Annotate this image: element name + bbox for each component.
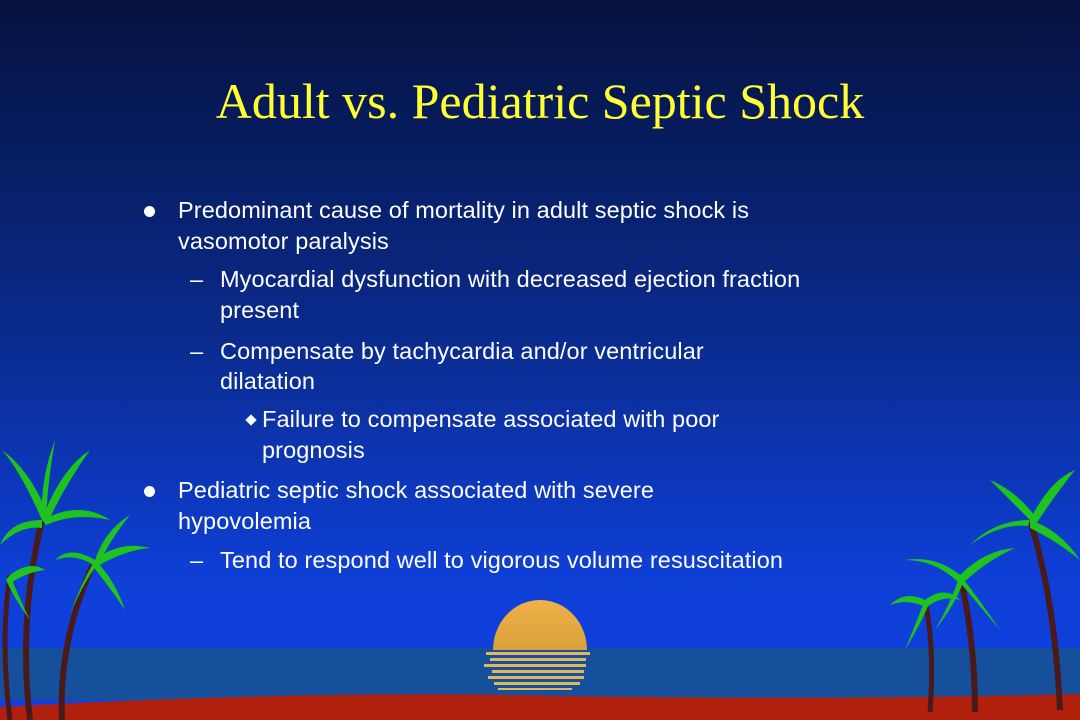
sea (0, 648, 1080, 700)
sub-sub-bullet-line-2: prognosis (262, 437, 365, 463)
sub-sub-bullet-line-1: Failure to compensate associated with poor (262, 406, 720, 432)
sub-bullet-1b-line-1: Compensate by tachycardia and/or ventricular (220, 338, 704, 364)
bullet-dot (144, 486, 155, 497)
bullet-1-line-2: vasomotor paralysis (178, 228, 389, 254)
sub-bullet-1b-line-2: dilatation (220, 368, 316, 394)
bullet-dot (144, 206, 155, 217)
sub-bullet-dash: – (190, 547, 204, 573)
sub-bullet-1a-line-1: Myocardial dysfunction with decreased ejection fraction (220, 266, 801, 292)
bullet-1-line-1: Predominant cause of mortality in adult septic shock is (178, 197, 750, 223)
sub-bullet-2a-line-1: Tend to respond well to vigorous volume resuscitation (220, 547, 784, 573)
bullet-2-line-1: Pediatric septic shock associated with severe (178, 477, 655, 503)
bullet-2-line-2: hypovolemia (178, 508, 312, 534)
sub-bullet-dash: – (190, 338, 204, 364)
sub-bullet-dash: – (190, 266, 204, 292)
slide-title: Adult vs. Pediatric Septic Shock (215, 73, 865, 129)
sub-bullet-1a-line-2: present (220, 297, 300, 323)
sun (493, 600, 587, 650)
